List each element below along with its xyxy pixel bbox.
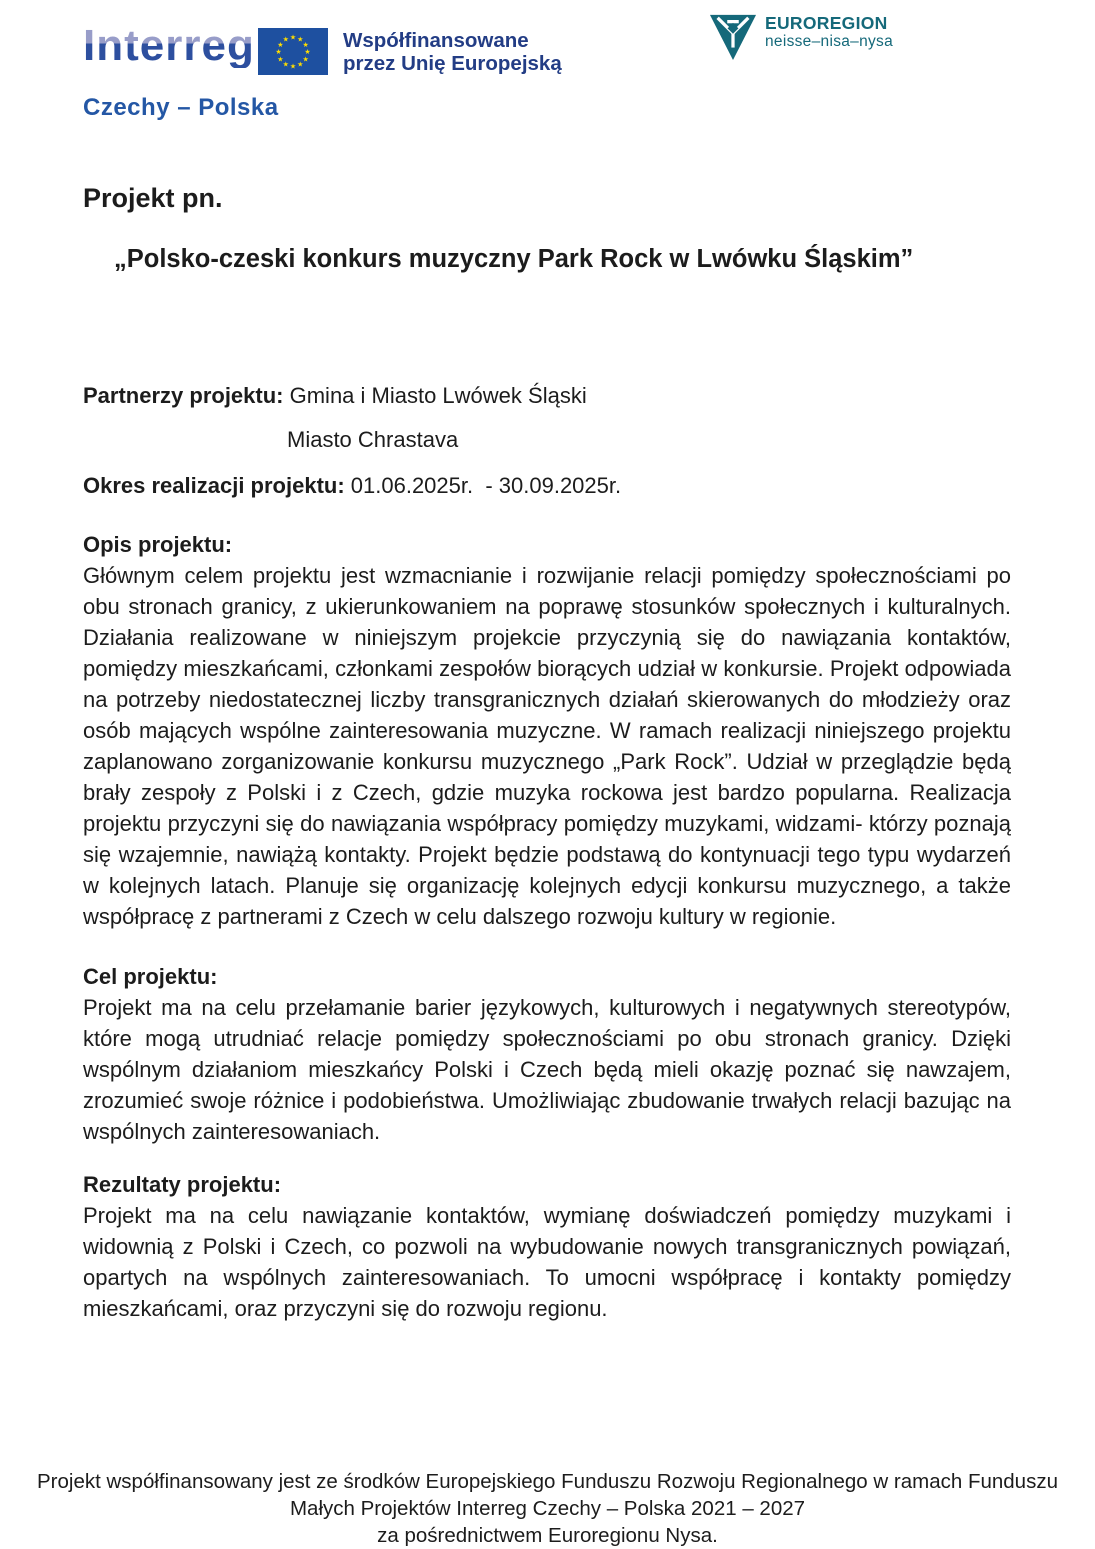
section-cel-body: Projekt ma na celu przełamanie barier językowych, kulturowych i negatywnych stereotypów, które mogą utrudniać relacje pomiędzy społecznościami po obu stronach granicy. Dzięki wspólnym działaniom mieszkańcy Polski i Czech będą mieli okazję poznać się nawzajem, zrozumieć swoje różnice i podobieństwa. Umożliwiając zbudowanie trwałych relacji bazując na wspólnych zainteresowaniach. bbox=[83, 995, 1011, 1144]
svg-text:★: ★ bbox=[289, 62, 297, 71]
svg-text:★: ★ bbox=[282, 35, 289, 44]
period-line bbox=[83, 470, 1011, 501]
euroregion-subtitle: neisse–nisa–nysa bbox=[765, 33, 894, 50]
svg-text:★: ★ bbox=[289, 33, 297, 42]
project-title: „Polsko-czeski konkurs muzyczny Park Rock w Lwówku Śląskim” bbox=[114, 245, 914, 273]
eu-cofunding-emblem bbox=[258, 28, 562, 75]
svg-text:★: ★ bbox=[304, 48, 311, 56]
partners-label: Partnerzy projektu: bbox=[83, 383, 284, 408]
section-cel bbox=[83, 961, 1011, 1147]
period-value: 01.06.2025r. - 30.09.2025r. bbox=[344, 473, 622, 498]
interreg-wordmark: Interreg bbox=[83, 24, 279, 68]
section-rezultaty-body: Projekt ma na celu nawiązanie kontaktów, wymianę doświadczeń pomiędzy muzykami i widownią z Polski i Czech, co pozwoli na wybudowanie nowych transgranicznych powiązań, opartych na wspólnych zainteresowaniach. To umocni współpracę i kontakty pomiędzy mieszkańcami, oraz przyczyni się do rozwoju regionu. bbox=[83, 1203, 1011, 1321]
section-rezultaty-heading: Rezultaty projektu: bbox=[83, 1172, 282, 1197]
footer-line3: za pośrednictwem Euroregionu Nysa. bbox=[377, 1524, 718, 1547]
euroregion-triangle-icon bbox=[709, 12, 757, 62]
section-cel-heading: Cel projektu: bbox=[83, 964, 218, 989]
period-label: Okres realizacji projektu: bbox=[83, 473, 345, 498]
euroregion-logo bbox=[709, 12, 893, 62]
partners-value: Gmina i Miasto Lwówek Śląski bbox=[283, 383, 587, 408]
partners-line bbox=[83, 380, 1011, 411]
partner2-line: Miasto Chrastava bbox=[287, 427, 459, 452]
svg-text:★: ★ bbox=[275, 48, 282, 56]
svg-text:★: ★ bbox=[277, 55, 284, 64]
svg-text:★: ★ bbox=[302, 40, 309, 49]
project-intro-label: Projekt pn. bbox=[83, 183, 223, 213]
euroregion-text bbox=[765, 14, 893, 50]
section-opis bbox=[83, 529, 1011, 932]
svg-text:★: ★ bbox=[297, 35, 304, 44]
eu-flag-icon bbox=[258, 28, 328, 75]
svg-text:★: ★ bbox=[302, 55, 309, 64]
footer-line2: Małych Projektów Interreg Czechy – Polska 2021 – 2027 bbox=[289, 1497, 806, 1520]
eu-cofunding-line1: Współfinansowane bbox=[343, 29, 529, 52]
document-footer bbox=[0, 1468, 1095, 1549]
document-content bbox=[83, 183, 1011, 1324]
svg-text:★: ★ bbox=[282, 60, 289, 69]
eu-cofunding-label bbox=[343, 29, 562, 75]
section-opis-body: Głównym celem projektu jest wzmacnianie i rozwijanie relacji pomiędzy społecznościami po obu stronach granicy, z ukierunkowaniem na poprawę stosunków społecznych i kulturalnych. Działania realizowane w niniejszym projekcie przyczynią się do nawiązania kontaktów, pomiędzy mieszkańcami, członkami zespołów biorących udział w konkursie. Projekt odpowiada na potrzeby niedostatecznej liczby transgranicznych działań skierowanych do młodzieży oraz osób mających wspólne zainteresowania muzyczne. W ramach realizacji niniejszego projektu zaplanowano zorganizowanie konkursu muzycznego „Park Rock”. Udział w przeglądzie będą brały zespoły z Polski i z Czech, gdzie muzyka rockowa jest bardzo popularna. Realizacja projektu przyczyni się do nawiązania współpracy pomiędzy muzykami, widzami- którzy poznają się wzajemnie, nawiążą kontakty. Projekt będzie podstawą do kontynuacji tego typu wydarzeń w kolejnych latach. Planuje się organizację kolejnych edycji konkursu muzycznego, a także współpracę z partnerami z Czech w celu dalszego rozwoju kultury w regionie. bbox=[83, 563, 1011, 929]
section-opis-heading: Opis projektu: bbox=[83, 532, 233, 557]
interreg-logo bbox=[83, 21, 282, 122]
eu-cofunding-line2: przez Unię Europejską bbox=[343, 52, 562, 75]
svg-text:★: ★ bbox=[277, 40, 284, 49]
interreg-program-label: Czechy – Polska bbox=[83, 94, 279, 121]
svg-text:★: ★ bbox=[297, 60, 304, 69]
euroregion-name: EUROREGION bbox=[765, 13, 888, 33]
footer-line1: Projekt współfinansowany jest ze środków Europejskiego Funduszu Rozwoju Regionalnego w ramach Funduszu bbox=[37, 1470, 1058, 1493]
section-rezultaty bbox=[83, 1169, 1011, 1324]
